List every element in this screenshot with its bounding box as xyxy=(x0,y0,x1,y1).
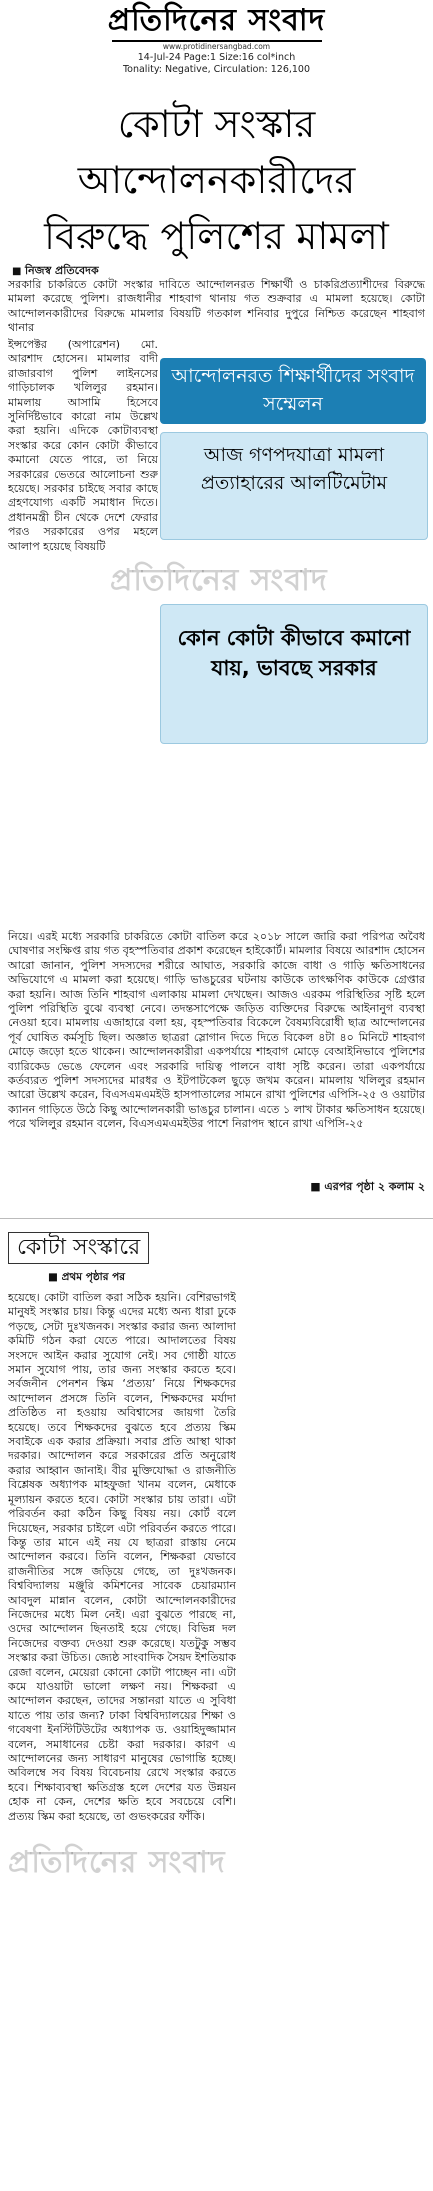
article-paragraph-1: সরকারি চাকরিতে কোটা সংস্কার দাবিতে আন্দোলনরত শিক্ষার্থী ও চাকরিপ্রত্যাশীদের বিরুদ্ধে মামলা করেছে পুলিশ। রাজধানীর শাহবাগ থানায় গত শুক্রবার এ মামলা হয়েছে। কোটা আন্দোলনকারীদের বিরুদ্ধে মামলার বিষয়টি গতকাল শনিবার দুপুরে নিশ্চিত করেছেন শাহবাগ থানার xyxy=(8,278,425,335)
section-divider xyxy=(0,1218,433,1219)
newspaper-logo: প্রতিদিনের সংবাদ xyxy=(107,3,326,38)
continued-subtitle: ■ প্রথম পৃষ্ঠার পর xyxy=(48,1270,236,1287)
highlight-box-ultimatum xyxy=(160,432,428,540)
highlight-box-government xyxy=(160,604,428,744)
clip-meta-line1: 14-Jul-24 Page:1 Size:16 col*inch xyxy=(137,52,296,63)
highlight-box-text: আন্দোলনরত শিক্ষার্থীদের সংবাদ সম্মেলন xyxy=(171,365,415,415)
continuation-note: ■ এরপর পৃষ্ঠা ২ কলাম ২ xyxy=(310,1180,425,1193)
headline-line3: বিরুদ্ধে পুলিশের মামলা xyxy=(44,214,389,258)
highlight-box-text: আজ গণপদযাত্রা মামলা প্রত্যাহারের আলটিমেটাম xyxy=(200,444,388,494)
watermark: প্রতিদিনের সংবাদ xyxy=(110,563,328,598)
masthead-url: www.protidinersangbad.com xyxy=(162,42,271,51)
highlight-box-press-conference xyxy=(160,358,426,424)
continued-body: হয়েছে। কোটা বাতিল করা সঠিক হয়নি। বেশিরভাগই মানুষই সংস্কার চায়। কিন্তু এদের মধ্যে অন্য ধারা ঢুকে পড়ছে, সেটা দুঃখজনক। সংস্কার করার জন্য আলাদা কমিটি গঠন করা যেতে পারে। আদালতের বিষয় সংসদে আইন করার সুযোগ নেই। সব গোষ্ঠী যাতে সমান সুযোগ পায়, তার জন্য সংস্কার করতে হবে। সর্বজনীন পেনশন স্কিম ‘প্রত্যয়’ নিয়ে শিক্ষকদের আন্দোলন প্রসঙ্গে তিনি বলেন, শিক্ষকদের মর্যাদা প্রতিষ্ঠিত না হওয়ায় অবিশ্বাসের জায়গা তৈরি হয়েছে। তবে শিক্ষকদের বুঝতে হবে প্রত্যয় স্কিম সবাইকে এক করার প্রক্রিয়া। সবার প্রতি আস্থা থাকা দরকার। আন্দোলন করে সরকারের প্রতি অনুরোধ করার আহ্বান জানাই। বীর মুক্তিযোদ্ধা ও রাজনীতি বিশ্লেষক অধ্যাপক মাহফুজা খানম বলেন, মেধাকে মূল্যায়ন করতে হবে। কোটা সংস্কার চায় তারা। এটা পরিবর্তন করা কঠিন কিছু বিষয় নয়। কোর্ট বলে দিয়েছেন, সরকার চাইলে এটা পরিবর্তন করতে পারে। কিন্তু তার মানে এই নয় যে ছাত্ররা রাস্তায় নেমে আন্দোলন করবে। তিনি বলেন, শিক্ষকরা যেভাবে রাজনীতির সঙ্গে জড়িয়ে গেছে, তা দুঃখজনক। বিশ্ববিদ্যালয় মঞ্জুরি কমিশনের সাবেক চেয়ারম্যান আবদুল মান্নান বলেন, কোটা আন্দোলনকারীদের নিজেদের মধ্যে মিল নেই। এরা বুঝতে পারছে না, ওদের আন্দোলন ছিনতাই হয়ে গেছে। বিভিন্ন দল নিজেদের বক্তব্য দেওয়া শুরু করেছে। যতটুকু সম্ভব সংস্কার করা উচিত। জ্যেষ্ঠ সাংবাদিক সৈয়দ ইশতিয়াক রেজা বলেন, মেয়েরা কোনো কোটা পাচ্ছেন না। এটা কমে যাওয়াটা ভালো লক্ষণ নয়। শিক্ষকরা এ আন্দোলন করছেন, তাদের সন্তানরা যাতে এ সুবিধা যাতে পায় তার জন্য? ঢাকা বিশ্ববিদ্যালয়ের শিক্ষা ও গবেষণা ইনস্টিটিউটের অধ্যাপক ড. ওয়াহিদুজ্জামান বলেন, সমাধানের চেষ্টা করা দরকার। কারণ এ আন্দোলনের জন্য সাধারণ মানুষের ভোগান্তি হচ্ছে। অবিলম্বে সব বিষয় বিবেচনায় রেখে সংস্কার করতে হবে। শিক্ষাব্যবস্থা ক্ষতিগ্রস্ত হলে দেশের যত উন্নয়ন হোক না কেন, দেশের ক্ষতি হবে সবচেয়ে বেশি। প্রত্যয় স্কিম করা হয়েছে, তা গুভংকরের ফাঁকি। xyxy=(8,1291,236,1823)
reporter-byline: ■ নিজস্ব প্রতিবেদক xyxy=(12,262,99,281)
headline-line1: কোটা সংস্কার xyxy=(117,102,316,146)
watermark: প্রতিদিনের সংবাদ xyxy=(8,1845,226,1880)
continued-title: কোটা সংস্কারে xyxy=(8,1232,149,1264)
article-paragraph-3: নিয়ে। এরই মধ্যে সরকারি চাকরিতে কোটা বাতিল করে ২০১৮ সালে জারি করা পরিপত্র অবৈধ ঘোষণার সংক্ষিপ্ত রায় গত বৃহস্পতিবার প্রকাশ করেছেন হাইকোর্ট। মামলার বিষয়ে আরশাদ হোসেন আরো জানান, পুলিশ সদস্যদের শরীরে আঘাত, সরকারি কাজে বাধা ও গাড়ি ক্ষতিসাধনের অভিযোগে এ মামলা করা হয়েছে। গাড়ি ভাঙচুরের ঘটনায় কাউকে তাৎক্ষণিক কাউকে গ্রেপ্তার করা হয়নি। আজ তিনি শাহবাগ এলাকায় মামলা দেখছেন। আজও এরকম পরিস্থিতির সৃষ্টি হলে পুলিশ পরিস্থিতি বুঝে ব্যবস্থা নেবে। তদন্তসাপেক্ষে জড়িত ব্যক্তিদের বিরুদ্ধে আইনানুগ ব্যবস্থা নেওয়া হবে। মামলায় এজাহারে বলা হয়, বৃহস্পতিবার বিকেলে বৈষম্যবিরোধী ছাত্র আন্দোলনের পূর্ব ঘোষিত কর্মসূচি ছিল। অজ্ঞাত ছাত্ররা স্লোগান দিতে দিতে বিকেল ৪টা ৪০ মিনিটে শাহবাগ মোড়ে জড়ো হতে থাকেন। আন্দোলনকারীরা একপর্যায়ে শাহবাগ মোড়ে বেআইনিভাবে পুলিশের ব্যারিকেড ভেঙে ফেলেন এবং সরকারি দায়িত্ব পালনে বাধা সৃষ্টি করেন। তারা একপর্যায়ে কর্তব্যরত পুলিশ সদস্যদের মারধর ও ইটপাটকেল ছুড়ে জখম করেন। মামলায় খলিলুর রহমান আরো উল্লেখ করেন, বিএসএমএমইউ হাসপাতালের সামনে রাখা পুলিশের এপিসি-২৫ ও ওয়াটার ক্যানন গাড়িতে উঠে কিছু আন্দোলনকারী ভাঙচুর চালান। এতে ১ লাখ টাকার ক্ষতিসাধন হয়েছে। পরে খলিলুর রহমান বলেন, বিএসএমএমইউর পাশে নিরাপদ স্থানে রাখা এপিসি-২৫ xyxy=(8,930,425,1131)
headline xyxy=(8,96,425,264)
masthead xyxy=(0,0,433,95)
clip-meta-line2: Tonality: Negative, Circulation: 126,100 xyxy=(122,64,311,75)
article-paragraph-2: ইন্সপেক্টর (অপারেশন) মো. আরশাদ হোসেন। মামলার বাদী রাজারবাগ পুলিশ লাইনসের গাড়িচালক খলিলুর রহমান। মামলায় আসামি হিসেবে সুনির্দিষ্টভাবে কারো নাম উল্লেখ করা হয়নি। এদিকে কোটাব্যবস্থা সংস্কার করে কোন কোটা কীভাবে কমানো যেতে পারে, তা নিয়ে সরকারের ভেতরে আলোচনা শুরু হয়েছে। সরকার চাইছে সবার কাছে গ্রহণযোগ্য একটি সমাধান দিতে। প্রধানমন্ত্রী চীন থেকে দেশে ফেরার পরও সরকারের ওপর মহলে আলাপ হয়েছে বিষয়টি xyxy=(8,338,158,553)
headline-line2: আন্দোলনকারীদের xyxy=(77,158,356,202)
highlight-box-text: কোন কোটা কীভাবে কমানো যায়, ভাবছে সরকার xyxy=(177,626,411,680)
continued-article xyxy=(8,1232,236,2171)
